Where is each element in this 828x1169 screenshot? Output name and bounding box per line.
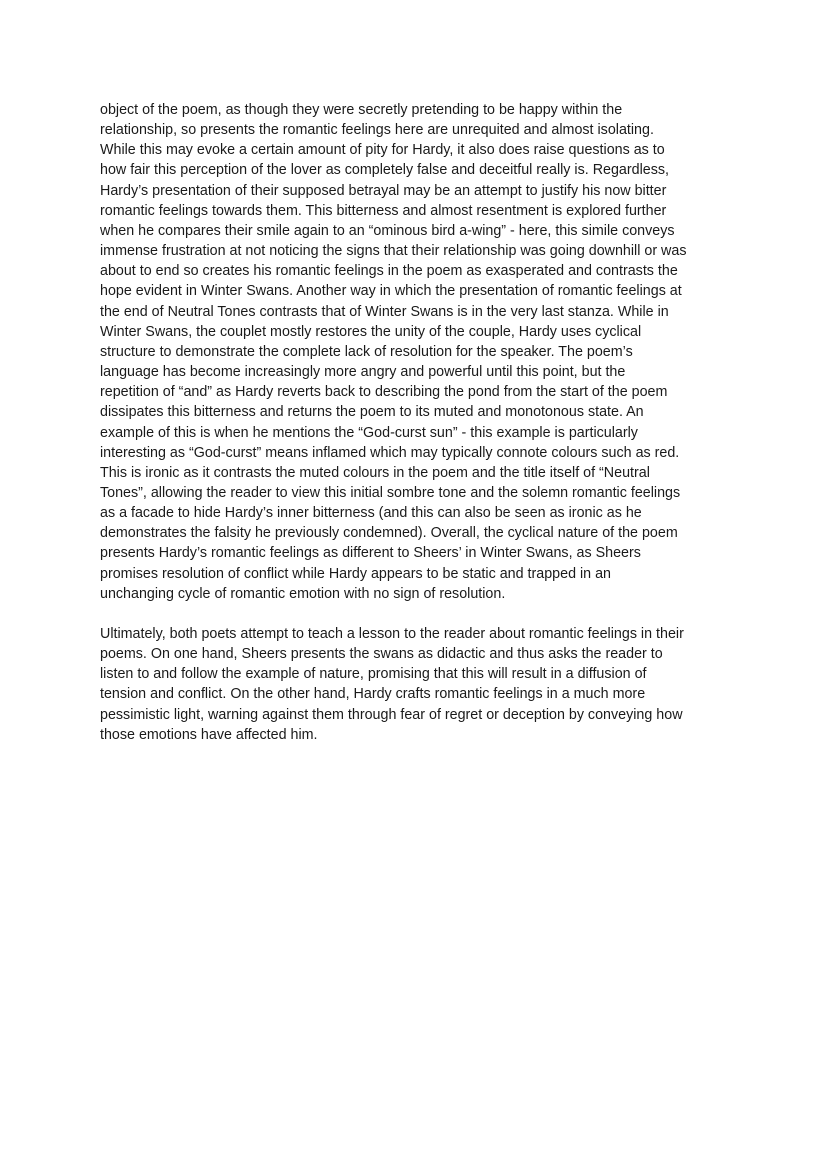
text-line: While this may evoke a certain amount of pity for Hardy, it also does raise questions as to — [100, 142, 665, 159]
text-line: the end of Neutral Tones contrasts that of Winter Swans is in the very last stanza. While in — [100, 303, 669, 320]
text-line: structure to demonstrate the complete lack of resolution for the speaker. The poem’s — [100, 343, 633, 360]
text-line: Hardy’s presentation of their supposed betrayal may be an attempt to justify his now bitter — [100, 182, 667, 199]
text-line: as a facade to hide Hardy’s inner bitterness (and this can also be seen as ironic as he — [100, 505, 642, 522]
paragraph-1 — [100, 100, 740, 604]
text-line: those emotions have affected him. — [100, 726, 318, 743]
text-line: about to end so creates his romantic feelings in the poem as exasperated and contrasts the — [100, 263, 678, 280]
text-line: This is ironic as it contrasts the muted colours in the poem and the title itself of “Neutral — [100, 464, 650, 481]
text-line: when he compares their smile again to an “ominous bird a-wing” - here, this simile conveys — [100, 222, 675, 239]
text-line: interesting as “God-curst” means inflamed which may typically connote colours such as red. — [100, 444, 680, 461]
text-line: language has become increasingly more angry and powerful until this point, but the — [100, 364, 626, 381]
text-line: immense frustration at not noticing the signs that their relationship was going downhill or was — [100, 243, 687, 260]
text-line: listen to and follow the example of nature, promising that this will result in a diffusion of — [100, 666, 647, 683]
text-line: unchanging cycle of romantic emotion with no sign of resolution. — [100, 585, 506, 602]
text-line: repetition of “and” as Hardy reverts back to describing the pond from the start of the poem — [100, 384, 668, 401]
text-line: example of this is when he mentions the “God-curst sun” - this example is particularly — [100, 424, 638, 441]
paragraph-2 — [100, 624, 740, 745]
text-line: poems. On one hand, Sheers presents the swans as didactic and thus asks the reader to — [100, 646, 663, 663]
text-line: hope evident in Winter Swans. Another way in which the presentation of romantic feelings at — [100, 283, 682, 300]
text-line: how fair this perception of the lover as completely false and deceitful really is. Regardless, — [100, 162, 669, 179]
text-line: dissipates this bitterness and returns the poem to its muted and monotonous state. An — [100, 404, 644, 421]
text-line: pessimistic light, warning against them through fear of regret or deception by conveying how — [100, 706, 683, 723]
text-line: Tones”, allowing the reader to view this initial sombre tone and the solemn romantic feelings — [100, 484, 681, 501]
text-line: Winter Swans, the couplet mostly restores the unity of the couple, Hardy uses cyclical — [100, 323, 642, 340]
text-line: presents Hardy’s romantic feelings as different to Sheers’ in Winter Swans, as Sheers — [100, 545, 641, 562]
text-line: tension and conflict. On the other hand, Hardy crafts romantic feelings in a much more — [100, 686, 646, 703]
text-line: demonstrates the falsity he previously condemned). Overall, the cyclical nature of the poem — [100, 525, 678, 542]
text-line: promises resolution of conflict while Hardy appears to be static and trapped in an — [100, 565, 611, 582]
text-line: romantic feelings towards them. This bitterness and almost resentment is explored further — [100, 202, 667, 219]
essay-text — [100, 100, 740, 765]
text-line: object of the poem, as though they were secretly pretending to be happy within the — [100, 102, 623, 118]
text-line: relationship, so presents the romantic feelings here are unrequited and almost isolating. — [100, 122, 654, 139]
text-line: Ultimately, both poets attempt to teach a lesson to the reader about romantic feelings in their — [100, 625, 684, 642]
